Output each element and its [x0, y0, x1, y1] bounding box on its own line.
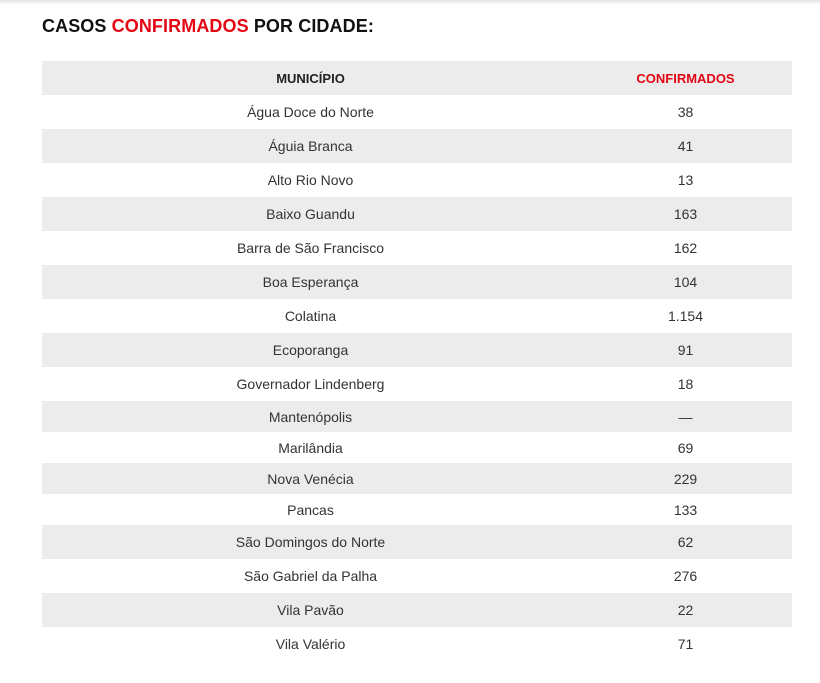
city-cell: Boa Esperança — [42, 265, 579, 299]
count-cell: 38 — [579, 95, 792, 129]
table-row — [42, 525, 792, 559]
count-cell: 163 — [579, 197, 792, 231]
table-row — [42, 627, 792, 661]
header-municipio: MUNICÍPIO — [42, 61, 579, 95]
city-cell: Baixo Guandu — [42, 197, 579, 231]
count-cell: 91 — [579, 333, 792, 367]
table-row — [42, 367, 792, 401]
count-cell: 162 — [579, 231, 792, 265]
count-cell: 1.154 — [579, 299, 792, 333]
count-cell: 13 — [579, 163, 792, 197]
city-cell: Vila Valério — [42, 627, 579, 661]
city-cell: Vila Pavão — [42, 593, 579, 627]
table-row — [42, 593, 792, 627]
count-cell: 69 — [579, 432, 792, 463]
city-cell: Colatina — [42, 299, 579, 333]
city-cell: Alto Rio Novo — [42, 163, 579, 197]
title-part-1: CASOS — [42, 16, 112, 36]
table-row — [42, 129, 792, 163]
count-cell: 229 — [579, 463, 792, 494]
table-row — [42, 231, 792, 265]
table-row — [42, 559, 792, 593]
count-cell: 41 — [579, 129, 792, 163]
table-row — [42, 299, 792, 333]
city-cell: Barra de São Francisco — [42, 231, 579, 265]
city-cell: São Gabriel da Palha — [42, 559, 579, 593]
city-cell: Ecoporanga — [42, 333, 579, 367]
table-row — [42, 163, 792, 197]
count-cell: 18 — [579, 367, 792, 401]
table-row — [42, 95, 792, 129]
count-cell: 62 — [579, 525, 792, 559]
count-cell: 71 — [579, 627, 792, 661]
table-row — [42, 432, 792, 463]
city-cell: São Domingos do Norte — [42, 525, 579, 559]
cases-table — [42, 61, 792, 661]
title-part-3: POR CIDADE: — [248, 16, 374, 36]
table-row — [42, 494, 792, 525]
table-row — [42, 463, 792, 494]
table-row — [42, 401, 792, 432]
count-cell: 276 — [579, 559, 792, 593]
cases-table-container — [42, 61, 792, 661]
header-confirmados: CONFIRMADOS — [579, 61, 792, 95]
count-cell: 133 — [579, 494, 792, 525]
city-cell: Mantenópolis — [42, 401, 579, 432]
city-cell: Água Doce do Norte — [42, 95, 579, 129]
top-shadow — [0, 0, 820, 5]
table-header-row — [42, 61, 792, 95]
table-row — [42, 265, 792, 299]
table-row — [42, 333, 792, 367]
city-cell: Governador Lindenberg — [42, 367, 579, 401]
table-row — [42, 197, 792, 231]
count-cell: 22 — [579, 593, 792, 627]
count-cell: — — [579, 401, 792, 432]
city-cell: Marilândia — [42, 432, 579, 463]
count-cell: 104 — [579, 265, 792, 299]
city-cell: Águia Branca — [42, 129, 579, 163]
title-part-2: CONFIRMADOS — [111, 16, 249, 36]
city-cell: Pancas — [42, 494, 579, 525]
page-title — [42, 16, 374, 37]
city-cell: Nova Venécia — [42, 463, 579, 494]
